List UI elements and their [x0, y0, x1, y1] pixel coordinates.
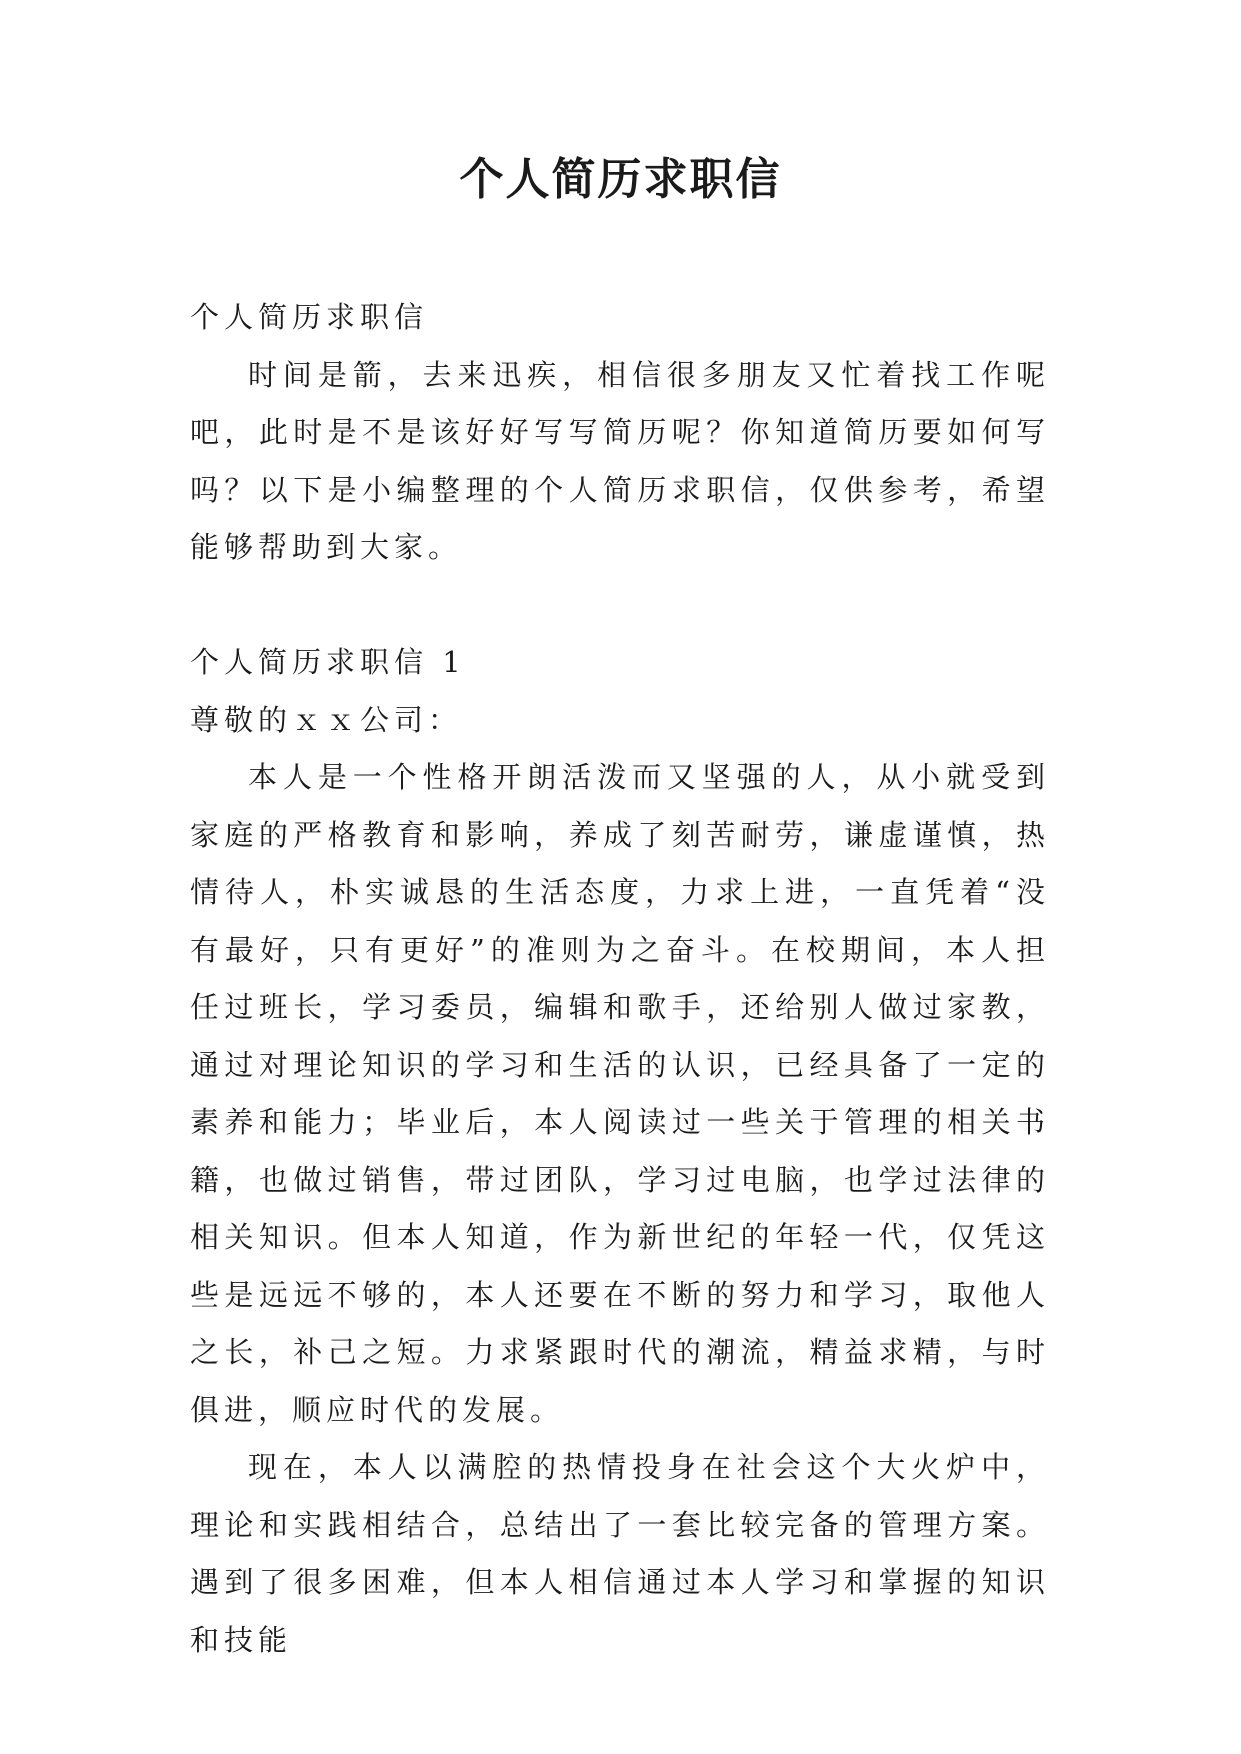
body-paragraph-2: 现在，本人以满腔的热情投身在社会这个大火炉中，理论和实践相结合，总结出了一套比较完备的管理方案。遇到了很多困难，但本人相信通过本人学习和掌握的知识和技能	[190, 1450, 1050, 1657]
salutation: 尊敬的ｘｘ公司：	[190, 702, 463, 737]
document-body	[190, 289, 1050, 1669]
document-title: 个人简历求职信	[459, 154, 782, 205]
intro-paragraph: 时间是箭，去来迅疾，相信很多朋友又忙着找工作呢吧，此时是不是该好好写写简历呢？你知道简历要如何写吗？以下是小编整理的个人简历求职信，仅供参考，希望能够帮助到大家。	[190, 357, 1050, 564]
section-heading: 个人简历求职信 1	[190, 645, 466, 679]
paragraph-gap	[190, 577, 1050, 635]
subtitle: 个人简历求职信	[190, 300, 429, 334]
body-paragraph-1: 本人是一个性格开朗活泼而又坚强的人，从小就受到家庭的严格教育和影响，养成了刻苦耐劳，谦虚谨慎，热情待人，朴实诚恳的生活态度，力求上进，一直凭着“没有最好，只有更好”的准则为之奋斗。在校期间，本人担任过班长，学习委员，编辑和歌手，还给别人做过家教，通过对理论知识的学习和生活的认识，已经具备了一定的素养和能力；毕业后，本人阅读过一些关于管理的相关书籍，也做过销售，带过团队，学习过电脑，也学过法律的相关知识。但本人知道，作为新世纪的年轻一代，仅凭这些是远远不够的，本人还要在不断的努力和学习，取他人之长，补己之短。力求紧跟时代的潮流，精益求精，与时俱进，顺应时代的发展。	[190, 760, 1050, 1427]
